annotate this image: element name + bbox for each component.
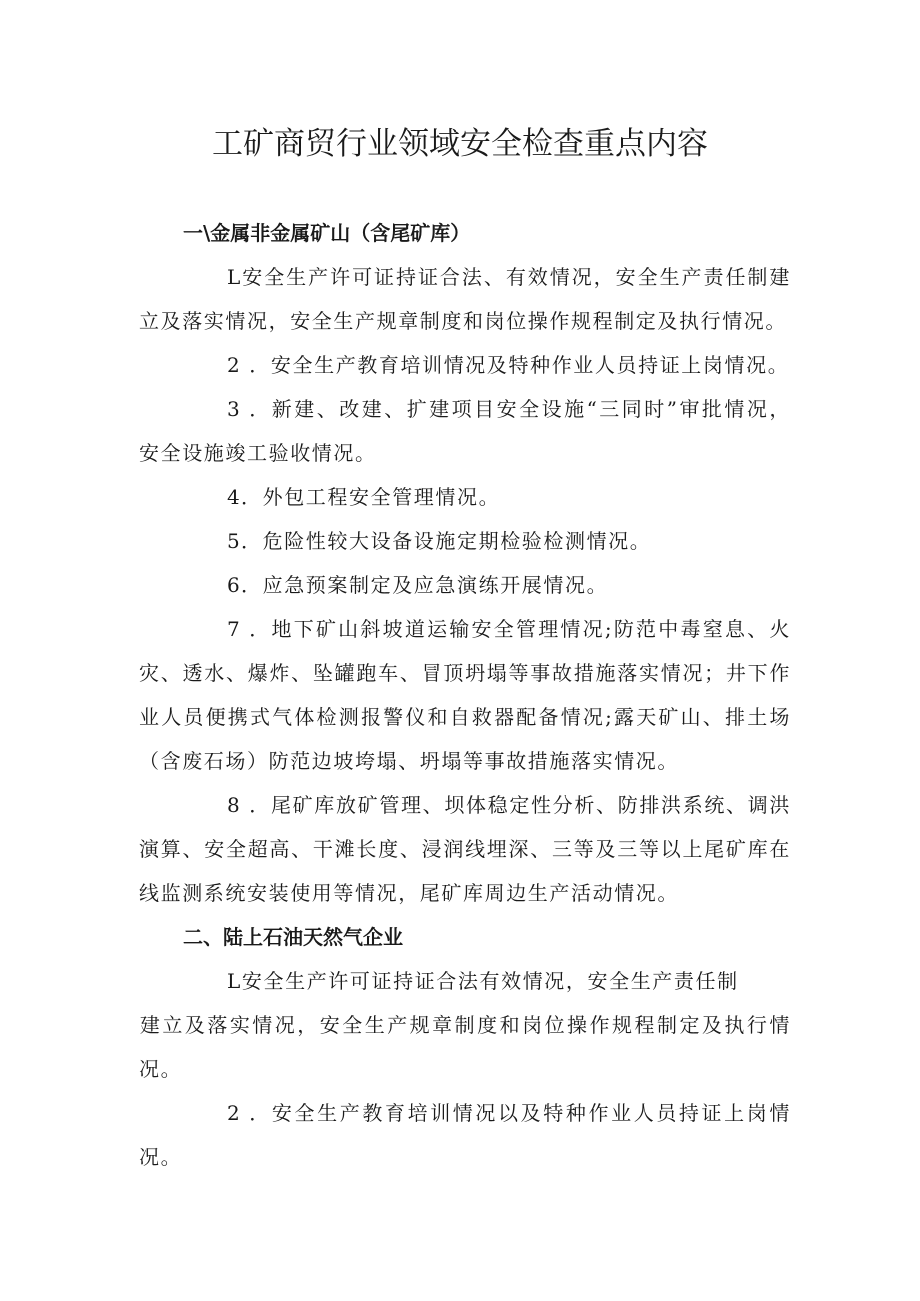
section-heading: 一\金属非金属矿山（含尾矿库）: [183, 221, 471, 245]
item-number: 2 ．: [227, 1101, 271, 1125]
document-body: [139, 211, 791, 1179]
item-text: 尾矿库放矿管理、坝体稳定性分析、防排洪系统、调洪演算、安全超高、干滩长度、浸润线埋深、三等及三等以上尾矿库在线监测系统安装使用等情况，尾矿库周边生产活动情况。: [139, 793, 791, 905]
item-text: 建立及落实情况，安全生产规章制度和岗位操作规程制定及执行情况。: [139, 1013, 791, 1081]
item-text: ．危险性较大设备设施定期检验检测情况。: [241, 529, 652, 553]
list-item-continuation: [139, 1003, 791, 1091]
item-number: 5: [227, 529, 242, 553]
document-title: 工矿商贸行业领域安全检查重点内容: [212, 126, 708, 162]
item-text: 安全生产许可证持证合法有效情况，安全生产责任制: [241, 969, 739, 993]
item-number: 6: [227, 573, 242, 597]
item-text: ．应急预案制定及应急演练开展情况。: [241, 573, 609, 597]
list-item: [139, 475, 791, 519]
item-text: 新建、改建、扩建项目安全设施“三同时”审批情况，安全设施竣工验收情况。: [139, 397, 791, 465]
item-number: 7 ．: [227, 617, 271, 641]
item-number: L: [227, 969, 242, 993]
list-item: [139, 255, 791, 343]
item-text: 安全生产许可证持证合法、有效情况，安全生产责任制建立及落实情况，安全生产规章制度和岗位操作规程制定及执行情况。: [139, 265, 791, 333]
list-item: [139, 1091, 791, 1179]
item-text: 安全生产教育培训情况及特种作业人员持证上岗情况。: [270, 353, 790, 377]
list-item: [139, 387, 791, 475]
section-heading: 二、陆上石油天然气企业: [183, 925, 403, 949]
item-text: 安全生产教育培训情况以及特种作业人员持证上岗情况。: [139, 1101, 791, 1169]
list-item: [139, 783, 791, 915]
item-text: ．外包工程安全管理情况。: [241, 485, 501, 509]
item-number: 2 ．: [227, 353, 271, 377]
item-number: L: [227, 265, 242, 289]
list-item: [139, 343, 791, 387]
item-number: 8 ．: [227, 793, 271, 817]
item-number: 4: [227, 485, 242, 509]
list-item: [139, 519, 791, 563]
item-number: 3 ．: [227, 397, 271, 421]
item-text: 地下矿山斜坡道运输安全管理情况;防范中毒窒息、火灾、透水、爆炸、坠罐跑车、冒顶坍塌等事故措施落实情况；井下作业人员便携式气体检测报警仪和自救器配备情况;露天矿山、排土场（含废石场）防范边坡垮塌、坍塌等事故措施落实情况。: [139, 617, 791, 773]
list-item: [139, 563, 791, 607]
list-item: [139, 607, 791, 783]
list-item: [139, 959, 791, 1003]
